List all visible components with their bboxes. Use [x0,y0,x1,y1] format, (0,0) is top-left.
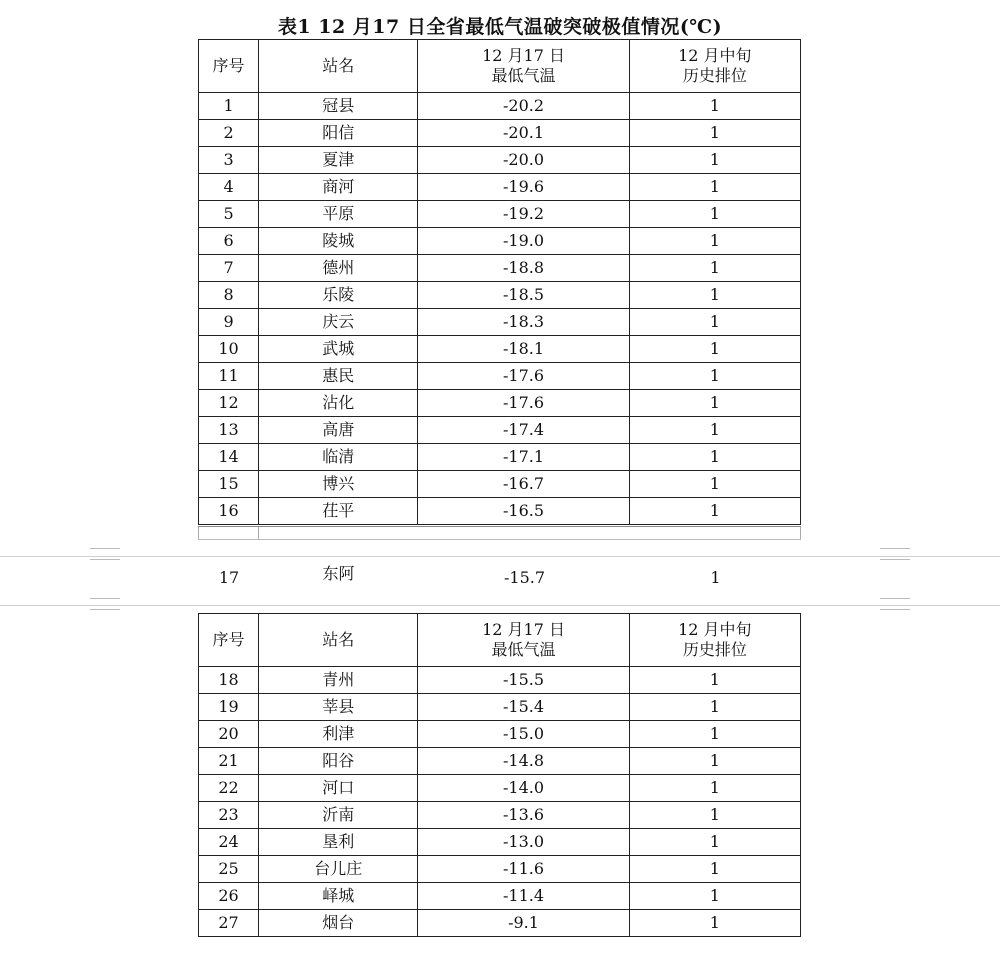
cell-station: 垦利 [259,829,418,856]
cell-number: 5 [199,201,259,228]
cell-rank: 1 [629,282,800,309]
orphan-temp: -15.7 [503,568,546,587]
table-fragment-line [198,539,801,540]
header-min-temp: 12 月17 日 最低气温 [418,40,629,93]
table-row [199,417,801,444]
cell-number: 9 [199,309,259,336]
table-title: 表1 12 月17 日全省最低气温破突破极值情况(℃) [277,16,723,38]
table-fragment-line [800,527,801,539]
cell-rank: 1 [629,667,800,694]
table-row [199,120,801,147]
cell-min-temp: -13.6 [418,802,629,829]
cell-rank: 1 [629,856,800,883]
cell-rank: 1 [629,120,800,147]
table-row [199,174,801,201]
header-station: 站名 [259,40,418,93]
cell-number: 10 [199,336,259,363]
cell-number: 1 [199,93,259,120]
cell-min-temp: -11.4 [418,883,629,910]
table-fragment-line [198,527,199,539]
table-row [199,775,801,802]
cell-min-temp: -16.7 [418,471,629,498]
table-row [199,444,801,471]
table-row [199,336,801,363]
table-row [199,883,801,910]
cell-number: 26 [199,883,259,910]
cell-number: 8 [199,282,259,309]
table-row [199,309,801,336]
cell-rank: 1 [629,309,800,336]
records-table-part2 [198,613,801,937]
table-row [199,282,801,309]
cell-number: 13 [199,417,259,444]
cell-number: 2 [199,120,259,147]
header-number: 序号 [199,614,259,667]
table-row [199,498,801,525]
header-rank: 12 月中旬 历史排位 [629,40,800,93]
margin-mark [880,548,910,560]
cell-number: 25 [199,856,259,883]
cell-station: 高唐 [259,417,418,444]
cell-min-temp: -15.0 [418,721,629,748]
table-header-row [199,40,801,93]
header-number: 序号 [199,40,259,93]
page-break-bottom [0,605,1000,606]
cell-number: 6 [199,228,259,255]
cell-rank: 1 [629,147,800,174]
cell-min-temp: -14.0 [418,775,629,802]
table-row [199,721,801,748]
cell-number: 4 [199,174,259,201]
cell-station: 惠民 [259,363,418,390]
cell-rank: 1 [629,336,800,363]
cell-rank: 1 [629,775,800,802]
cell-min-temp: -15.4 [418,694,629,721]
cell-station: 青州 [259,667,418,694]
cell-min-temp: -17.1 [418,444,629,471]
cell-number: 22 [199,775,259,802]
cell-rank: 1 [629,721,800,748]
orphan-number: 17 [218,568,240,587]
cell-rank: 1 [629,883,800,910]
cell-number: 3 [199,147,259,174]
table-fragment-line [258,527,259,539]
table-row [199,390,801,417]
cell-number: 7 [199,255,259,282]
table-row [199,829,801,856]
cell-min-temp: -20.1 [418,120,629,147]
cell-station: 德州 [259,255,418,282]
cell-rank: 1 [629,201,800,228]
cell-number: 15 [199,471,259,498]
cell-station: 利津 [259,721,418,748]
cell-min-temp: -17.4 [418,417,629,444]
cell-station: 夏津 [259,147,418,174]
cell-station: 武城 [259,336,418,363]
cell-number: 11 [199,363,259,390]
cell-number: 18 [199,667,259,694]
table-fragment-line [198,526,801,527]
cell-min-temp: -11.6 [418,856,629,883]
cell-number: 24 [199,829,259,856]
table-row [199,147,801,174]
table-row [199,694,801,721]
cell-rank: 1 [629,829,800,856]
cell-min-temp: -18.3 [418,309,629,336]
cell-station: 峄城 [259,883,418,910]
cell-rank: 1 [629,471,800,498]
cell-rank: 1 [629,174,800,201]
cell-min-temp: -20.2 [418,93,629,120]
cell-number: 12 [199,390,259,417]
cell-station: 临清 [259,444,418,471]
records-table-part1 [198,39,801,525]
cell-number: 21 [199,748,259,775]
cell-rank: 1 [629,417,800,444]
cell-rank: 1 [629,255,800,282]
cell-station: 博兴 [259,471,418,498]
header-min-temp: 12 月17 日 最低气温 [418,614,629,667]
cell-number: 23 [199,802,259,829]
cell-number: 19 [199,694,259,721]
margin-mark [90,548,120,560]
orphan-rank: 1 [710,568,721,587]
cell-station: 茌平 [259,498,418,525]
header-rank: 12 月中旬 历史排位 [629,614,800,667]
margin-mark [90,598,120,610]
cell-station: 莘县 [259,694,418,721]
header-station: 站名 [259,614,418,667]
table-row [199,856,801,883]
cell-min-temp: -20.0 [418,147,629,174]
table-row [199,228,801,255]
cell-min-temp: -19.6 [418,174,629,201]
margin-mark [880,598,910,610]
cell-min-temp: -13.0 [418,829,629,856]
table-row [199,802,801,829]
cell-rank: 1 [629,498,800,525]
cell-station: 阳谷 [259,748,418,775]
cell-station: 烟台 [259,910,418,937]
table-row [199,748,801,775]
cell-min-temp: -18.1 [418,336,629,363]
table-row [199,255,801,282]
cell-station: 沾化 [259,390,418,417]
cell-station: 平原 [259,201,418,228]
cell-station: 冠县 [259,93,418,120]
orphan-station: 东阿 [322,564,355,583]
cell-station: 河口 [259,775,418,802]
cell-station: 商河 [259,174,418,201]
cell-min-temp: -19.0 [418,228,629,255]
cell-min-temp: -16.5 [418,498,629,525]
table-row [199,910,801,937]
table-row [199,363,801,390]
cell-number: 14 [199,444,259,471]
cell-station: 阳信 [259,120,418,147]
table-header-row [199,614,801,667]
table-row [199,471,801,498]
cell-station: 乐陵 [259,282,418,309]
table-row [199,201,801,228]
cell-number: 20 [199,721,259,748]
cell-min-temp: -18.5 [418,282,629,309]
cell-rank: 1 [629,910,800,937]
cell-rank: 1 [629,228,800,255]
cell-number: 16 [199,498,259,525]
cell-station: 庆云 [259,309,418,336]
cell-min-temp: -14.8 [418,748,629,775]
cell-rank: 1 [629,93,800,120]
cell-min-temp: -9.1 [418,910,629,937]
cell-number: 27 [199,910,259,937]
page-break-top [0,556,1000,557]
cell-min-temp: -19.2 [418,201,629,228]
cell-min-temp: -18.8 [418,255,629,282]
table-row [199,667,801,694]
cell-rank: 1 [629,390,800,417]
cell-min-temp: -15.5 [418,667,629,694]
cell-station: 沂南 [259,802,418,829]
cell-rank: 1 [629,748,800,775]
cell-rank: 1 [629,363,800,390]
table-row [199,93,801,120]
cell-station: 台儿庄 [259,856,418,883]
cell-min-temp: -17.6 [418,390,629,417]
cell-rank: 1 [629,444,800,471]
cell-rank: 1 [629,802,800,829]
cell-rank: 1 [629,694,800,721]
cell-min-temp: -17.6 [418,363,629,390]
cell-station: 陵城 [259,228,418,255]
